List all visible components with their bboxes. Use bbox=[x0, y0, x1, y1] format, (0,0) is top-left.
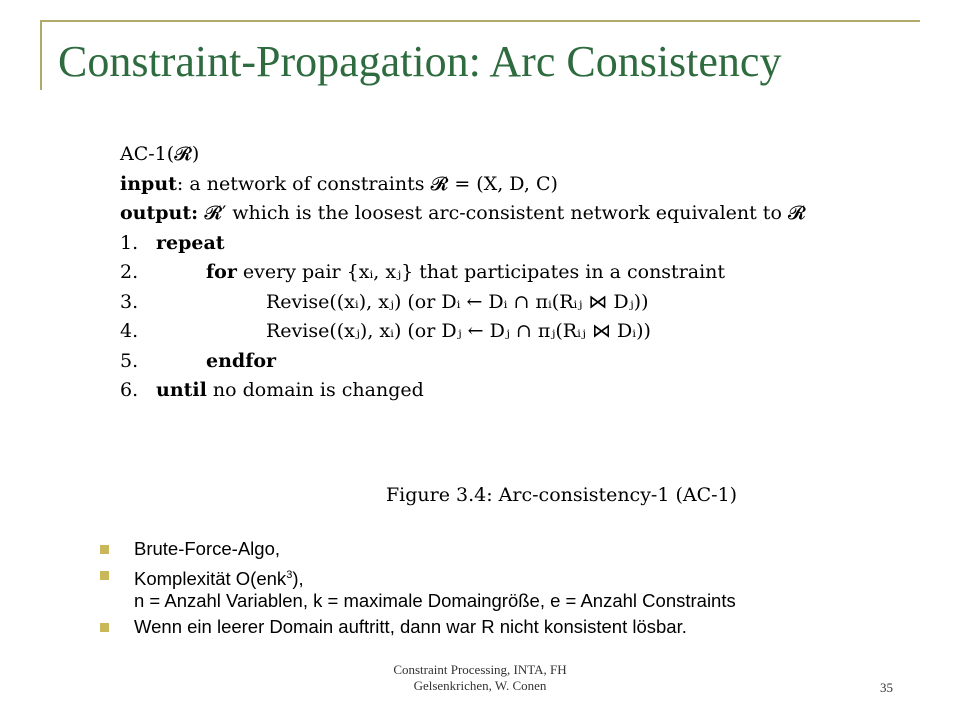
slide-title: Constraint-Propagation: Arc Consistency bbox=[58, 37, 782, 86]
step-keyword: for bbox=[206, 261, 237, 283]
bullet-item bbox=[100, 564, 930, 612]
bullet-text: ), bbox=[292, 568, 304, 590]
step-text: every pair {xᵢ, xⱼ} that participates in a constraint bbox=[236, 261, 726, 283]
input-text: : a network of constraints 𝓡 = (X, D, C) bbox=[176, 172, 558, 195]
step-keyword: repeat bbox=[156, 231, 225, 254]
bullet-square-icon bbox=[100, 571, 109, 580]
frame-top-line bbox=[40, 20, 920, 22]
slide-footer bbox=[0, 662, 960, 694]
step-number: 2. bbox=[120, 261, 139, 283]
step-3 bbox=[120, 288, 806, 318]
figure-caption: Figure 3.4: Arc-consistency-1 (AC-1) bbox=[386, 484, 738, 506]
algorithm-block bbox=[120, 140, 806, 406]
algorithm-output bbox=[120, 199, 806, 229]
step-number: 3. bbox=[120, 290, 139, 313]
bullet-list bbox=[100, 538, 930, 642]
page-number: 35 bbox=[880, 680, 893, 695]
bullet-item bbox=[100, 616, 930, 638]
step-text: no domain is changed bbox=[206, 379, 424, 401]
bullet-text: Wenn ein leerer Domain auftritt, dann war R nicht konsistent lösbar. bbox=[134, 616, 687, 638]
algorithm-input bbox=[120, 170, 806, 200]
input-keyword: input bbox=[120, 172, 177, 195]
bullet-superscript: 3 bbox=[286, 569, 293, 581]
output-keyword: output: bbox=[120, 202, 199, 224]
step-6 bbox=[120, 376, 806, 406]
step-4 bbox=[120, 317, 806, 347]
step-keyword: until bbox=[156, 379, 207, 401]
bullet-item bbox=[100, 538, 930, 560]
step-1 bbox=[120, 229, 806, 259]
output-text: 𝓡′ which is the loosest arc-consistent network equivalent to 𝓡 bbox=[198, 202, 806, 224]
frame-left-line bbox=[40, 20, 42, 90]
step-number: 6. bbox=[120, 379, 139, 401]
step-number: 1. bbox=[120, 231, 139, 254]
bullet-text: Brute-Force-Algo, bbox=[134, 538, 280, 559]
step-keyword: endfor bbox=[206, 349, 277, 372]
bullet-text: Komplexität O(enk bbox=[134, 568, 287, 590]
bullet-square-icon bbox=[100, 623, 109, 632]
bullet-square-icon bbox=[100, 545, 109, 554]
algorithm-name: AC-1(𝓡) bbox=[120, 143, 200, 165]
step-5 bbox=[120, 347, 806, 377]
step-number: 4. bbox=[120, 320, 139, 342]
step-text: Revise((xᵢ), xⱼ) (or Dᵢ ← Dᵢ ∩ πᵢ(Rᵢⱼ ⋈ Dⱼ)) bbox=[266, 290, 649, 313]
step-2 bbox=[120, 258, 806, 288]
bullet-text-line2: n = Anzahl Variablen, k = maximale Domaingröße, e = Anzahl Constraints bbox=[134, 590, 736, 612]
step-number: 5. bbox=[120, 349, 139, 372]
footer-line1: Constraint Processing, INTA, FH bbox=[393, 662, 567, 677]
step-text: Revise((xⱼ), xᵢ) (or Dⱼ ← Dⱼ ∩ πⱼ(Rᵢⱼ ⋈ Dᵢ)) bbox=[266, 320, 651, 342]
footer-line2: Gelsenkrichen, W. Conen bbox=[413, 678, 547, 693]
